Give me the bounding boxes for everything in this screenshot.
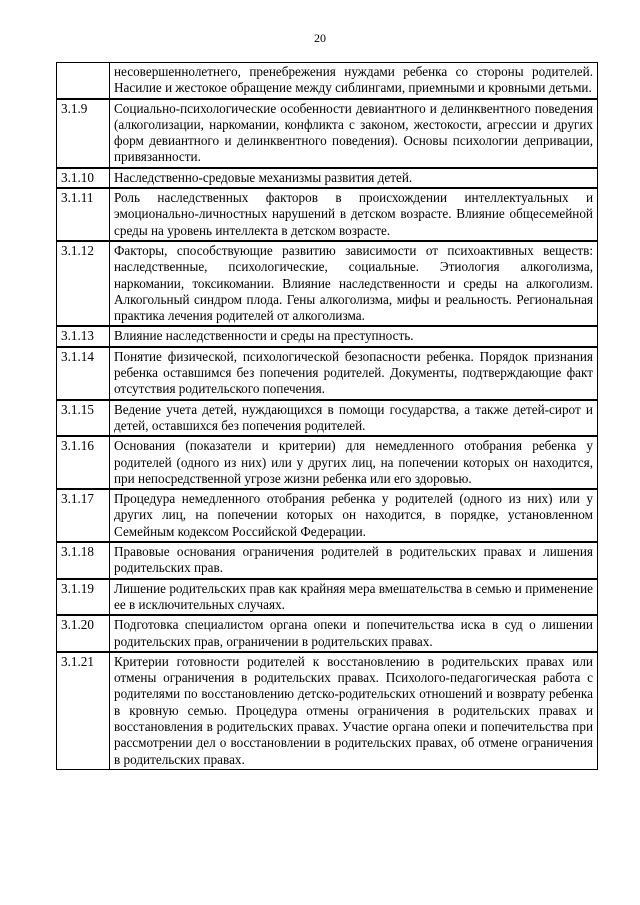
section-text: Социально-психологические особенности девиантного и делинквентного поведения (алкоголизации, наркомании, конфликта с законом, жестокости, агрессии и других форм девиантного и делинквентного поведения). Основы психологии депривации, привязанности. — [110, 99, 598, 168]
table-row — [57, 400, 598, 437]
table-row — [57, 489, 598, 542]
table-row — [57, 436, 598, 489]
section-text: Факторы, способствующие развитию зависимости от психоактивных веществ: наследственные, психологические, социальные. Этиология алкоголизма, наркомании, токсикомании. Влияние наследственности и среды на алкоголизм. Алкогольный синдром плода. Гены алкоголизма, мифы и реальность. Региональная практика лечения родителей от алкоголизма. — [110, 241, 598, 326]
section-number: 3.1.14 — [57, 347, 110, 400]
section-number — [57, 63, 110, 99]
section-number: 3.1.10 — [57, 168, 110, 188]
table-row — [57, 579, 598, 616]
section-number: 3.1.9 — [57, 99, 110, 168]
section-text: Правовые основания ограничения родителей в родительских правах и лишения родительских прав. — [110, 542, 598, 579]
table-row — [57, 188, 598, 241]
section-number: 3.1.18 — [57, 542, 110, 579]
section-text: несовершеннолетнего, пренебрежения нуждами ребенка со стороны родителей. Насилие и жестокое обращение между сиблингами, приемными и кровными детьми. — [110, 63, 598, 99]
section-number: 3.1.16 — [57, 436, 110, 489]
section-number: 3.1.17 — [57, 489, 110, 542]
section-number: 3.1.19 — [57, 579, 110, 616]
section-text: Критерии готовности родителей к восстановлению в родительских правах или отмены ограничения в родительских правах. Психолого-педагогическая работа с родителями по восстановлению детско-родительских отношений и возврату ребенка в кровную семью. Процедура отмены ограничения в родительских правах и восстановления в родительских правах. Участие органа опеки и попечительства при рассмотрении дел о восстановлении в родительских правах, об отмене ограничения в родительских правах. — [110, 652, 598, 770]
table-row — [57, 168, 598, 188]
table-row — [57, 542, 598, 579]
table-row — [57, 615, 598, 652]
section-text: Подготовка специалистом органа опеки и попечительства иска в суд о лишении родительских прав, ограничении в родительских правах. — [110, 615, 598, 652]
section-text: Основания (показатели и критерии) для немедленного отобрания ребенка у родителей (одного из них) или у других лиц, на попечении которых он находится, при непосредственной угрозе жизни ребенка или его здоровью. — [110, 436, 598, 489]
section-number: 3.1.11 — [57, 188, 110, 241]
page-number: 20 — [314, 31, 326, 45]
table-row — [57, 347, 598, 400]
section-text: Процедура немедленного отобрания ребенка у родителей (одного из них) или у других лиц, на попечении которых он находится, в порядке, установленном Семейным кодексом Российской Федерации. — [110, 489, 598, 542]
section-text: Наследственно-средовые механизмы развития детей. — [110, 168, 598, 188]
curriculum-table — [56, 62, 598, 770]
section-text: Понятие физической, психологической безопасности ребенка. Порядок признания ребенка оставшимся без попечения родителей. Документы, подтверждающие факт отсутствия родительского попечения. — [110, 347, 598, 400]
section-text: Влияние наследственности и среды на преступность. — [110, 326, 598, 346]
table-row — [57, 99, 598, 168]
section-number: 3.1.21 — [57, 652, 110, 770]
section-number: 3.1.13 — [57, 326, 110, 346]
table-row — [57, 326, 598, 346]
section-text: Ведение учета детей, нуждающихся в помощи государства, а также детей-сирот и детей, оставшихся без попечения родителей. — [110, 400, 598, 437]
section-number: 3.1.15 — [57, 400, 110, 437]
section-text: Лишение родительских прав как крайняя мера вмешательства в семью и применение ее в исключительных случаях. — [110, 579, 598, 616]
table-row — [57, 652, 598, 770]
section-number: 3.1.12 — [57, 241, 110, 326]
section-text: Роль наследственных факторов в происхождении интеллектуальных и эмоционально-личностных нарушений в детском возрасте. Влияние общесемейной среды на уровень интеллекта в детском возрасте. — [110, 188, 598, 241]
table-row — [57, 241, 598, 326]
table-row — [57, 63, 598, 99]
section-number: 3.1.20 — [57, 615, 110, 652]
